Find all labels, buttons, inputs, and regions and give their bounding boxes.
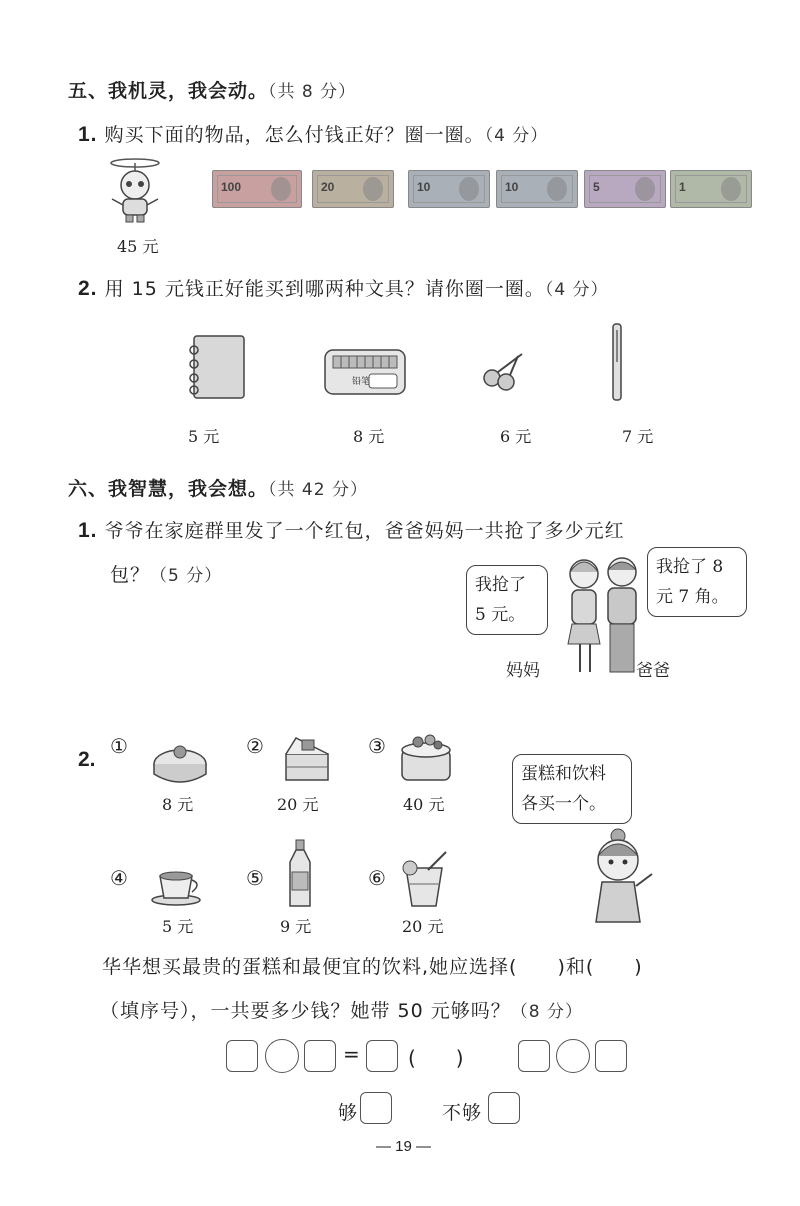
banknote-5[interactable]: 5: [584, 170, 666, 208]
question-red-packet-line2: 包？（5 分）: [110, 564, 223, 586]
item-4-price: 5 元: [162, 917, 194, 936]
mom-speech-bubble: 我抢了 5 元。: [466, 565, 548, 635]
answer-box-1[interactable]: [226, 1040, 258, 1072]
cake-question-line1: 华华想买最贵的蛋糕和最便宜的饮料,她应选择( )和( ): [102, 956, 643, 978]
enough-checkbox[interactable]: [360, 1092, 392, 1124]
operator-circle-1[interactable]: [265, 1039, 299, 1073]
notebook-icon: [186, 334, 248, 400]
answer-box-3[interactable]: [366, 1040, 398, 1072]
fruit-cake-icon: [398, 732, 454, 786]
milk-bottle-icon: [286, 838, 314, 910]
coffee-cup-icon: [150, 862, 202, 906]
not-enough-label: 不够: [442, 1102, 483, 1124]
scissors-price: 6 元: [500, 427, 532, 446]
item-2-price: 20 元: [277, 795, 319, 814]
answer-box-2[interactable]: [304, 1040, 336, 1072]
question-cake-number: 2.: [78, 748, 96, 771]
robot-price: 45 元: [117, 237, 159, 256]
item-5-mark: ⑤: [246, 866, 264, 890]
notebook-price: 5 元: [188, 427, 220, 446]
banknote-1[interactable]: 1: [670, 170, 752, 208]
item-3-mark: ③: [368, 734, 386, 758]
banknote-10[interactable]: 10: [408, 170, 490, 208]
dad-label: 爸爸: [636, 661, 670, 681]
unit-paren: ( ): [408, 1046, 464, 1070]
pen-icon: [610, 322, 624, 402]
dad-speech-bubble: 我抢了 8 元 7 角。: [647, 547, 747, 617]
item-6-mark: ⑥: [368, 866, 386, 890]
item-4-mark: ④: [110, 866, 128, 890]
question-red-packet: 1. 爷爷在家庭群里发了一个红包，爸爸妈妈一共抢了多少元红: [78, 519, 625, 542]
page-number: — 19 —: [376, 1138, 432, 1155]
answer-box-4[interactable]: [518, 1040, 550, 1072]
banknote-100[interactable]: 100: [212, 170, 302, 208]
banknote-10[interactable]: 10: [496, 170, 578, 208]
pen-price: 7 元: [622, 427, 654, 446]
item-2-mark: ②: [246, 734, 264, 758]
girl-figure-icon: [588, 826, 662, 926]
pencil-box-label: 铅笔: [352, 377, 371, 387]
item-3-price: 40 元: [403, 795, 445, 814]
section-5-title: 五、我机灵，我会动。（共 8 分）: [68, 80, 357, 102]
juice-glass-icon: [398, 850, 454, 910]
answer-box-5[interactable]: [595, 1040, 627, 1072]
cake-slice-icon: [282, 732, 332, 786]
item-1-mark: ①: [110, 734, 128, 758]
girl-speech-bubble: 蛋糕和饮料 各买一个。: [512, 754, 632, 824]
mom-label: 妈妈: [506, 661, 540, 681]
equals-sign: =: [343, 1042, 360, 1066]
not-enough-checkbox[interactable]: [488, 1092, 520, 1124]
cake-question-line2: （填序号），一共要多少钱？她带 50 元够吗？（8 分）: [100, 1000, 583, 1022]
section-6-title: 六、我智慧，我会想。（共 42 分）: [68, 478, 368, 500]
item-6-price: 20 元: [402, 917, 444, 936]
donut-cake-icon: [150, 742, 210, 788]
scissors-icon: [482, 352, 526, 392]
mom-dad-figures-icon: [558, 552, 648, 677]
item-5-price: 9 元: [280, 917, 312, 936]
operator-circle-2[interactable]: [556, 1039, 590, 1073]
pencil-box-icon: [323, 346, 407, 396]
question-1: 1. 购买下面的物品，怎么付钱正好？圈一圈。（4 分）: [78, 123, 549, 146]
question-2: 2. 用 15 元钱正好能买到哪两种文具？请你圈一圈。（4 分）: [78, 277, 609, 300]
enough-label: 够: [338, 1102, 359, 1124]
pencil-box-price: 8 元: [353, 427, 385, 446]
robot-toy-icon: [100, 155, 170, 225]
item-1-price: 8 元: [162, 795, 194, 814]
banknote-20[interactable]: 20: [312, 170, 394, 208]
